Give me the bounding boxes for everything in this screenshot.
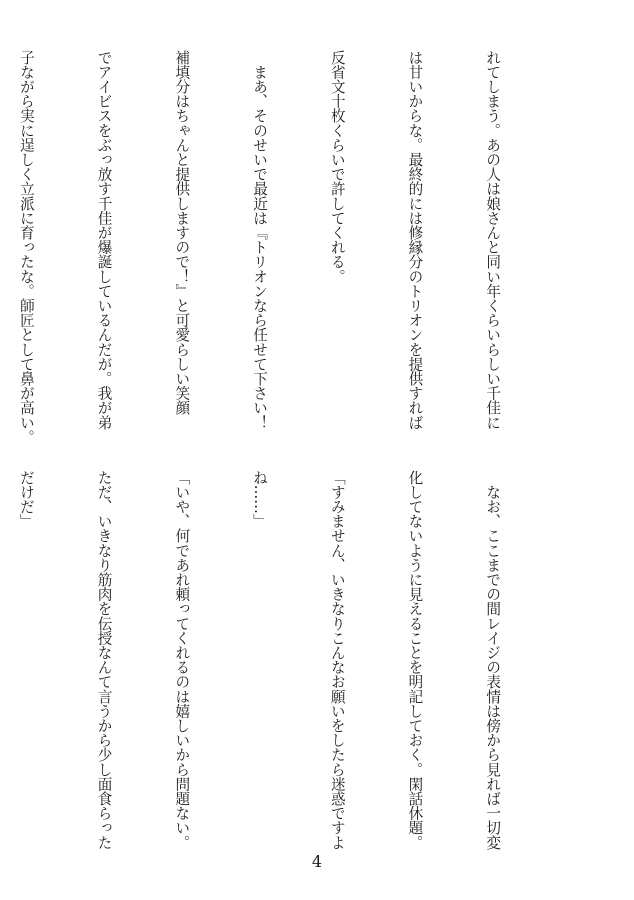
text-line: なお、ここまでの間レイジの表情は傍から見れば一切変 xyxy=(484,470,502,850)
upper-text-block xyxy=(0,50,557,460)
page-number: 4 xyxy=(311,852,323,871)
text-line: 化してないように見えることを明記しておく。閑話休題。 xyxy=(406,470,424,850)
text-line: 反省文十枚くらいで許してくれる。 xyxy=(328,50,346,284)
text-line: でアイビスをぶっ放す千佳が爆誕しているんだが。我が弟 xyxy=(95,50,113,430)
text-line: ただ、いきなり筋肉を伝授なんて言うから少し面食らった xyxy=(95,470,113,850)
text-line: 「すみません、いきなりこんなお願いをしたら迷惑ですよ xyxy=(328,470,346,850)
text-line: 「いや、何であれ頼ってくれるのは嬉しいから問題ない。 xyxy=(173,470,191,850)
text-line: れてしまう。あの人は娘さんと同い年くらいらしい千佳に xyxy=(484,50,502,430)
text-line: だけだ」 xyxy=(17,470,35,529)
text-line: まあ、そのせいで最近は『トリオンなら任せて下さい！ xyxy=(251,50,269,430)
text-line: 子ながら実に逞しく立派に育ったな。師匠として鼻が高い。 xyxy=(17,50,35,445)
text-line: 補填分はちゃんと提供しますので！』と可愛らしい笑顔 xyxy=(173,50,191,415)
text-line: は甘いからな。最終的には修縁分のトリオンを提供すれば xyxy=(406,50,424,430)
lower-text-block xyxy=(0,470,557,880)
text-line: ね……」 xyxy=(251,470,269,529)
